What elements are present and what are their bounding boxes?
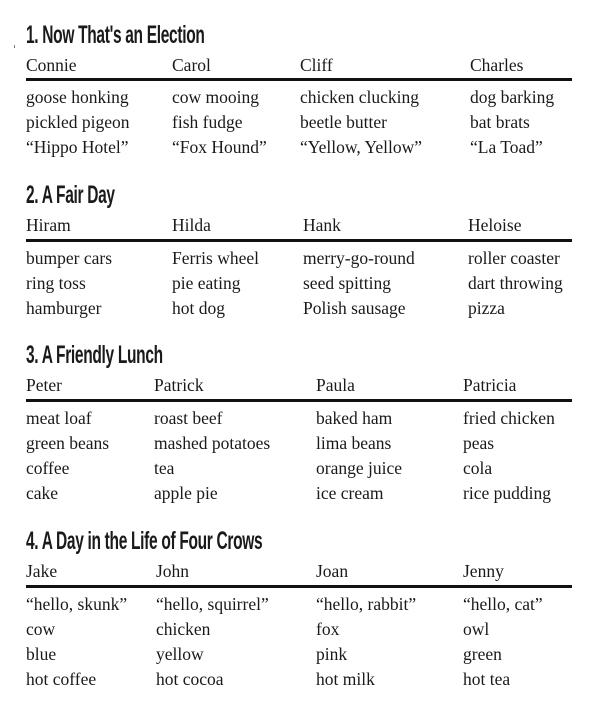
table-cell: hot dog bbox=[172, 298, 225, 318]
column-header: Jenny bbox=[463, 561, 504, 581]
table-cell: pickled pigeon bbox=[26, 112, 130, 132]
table-cell: green bbox=[463, 644, 502, 664]
header-rule bbox=[26, 399, 572, 402]
table-cell: chicken bbox=[156, 619, 211, 639]
table-cell: cow bbox=[26, 619, 56, 639]
table-cell: pie eating bbox=[172, 273, 241, 293]
table-cell: hot milk bbox=[316, 669, 375, 689]
section-title: 2. A Fair Day bbox=[26, 181, 115, 209]
margin-mark bbox=[14, 45, 15, 48]
table-cell: “hello, cat” bbox=[463, 594, 543, 614]
table-cell: hamburger bbox=[26, 298, 102, 318]
header-rule bbox=[26, 239, 572, 242]
column-header: Connie bbox=[26, 55, 77, 75]
table-cell: mashed potatoes bbox=[154, 433, 271, 453]
table-cell: fried chicken bbox=[463, 408, 555, 428]
table-cell: bumper cars bbox=[26, 248, 113, 268]
column-header: Carol bbox=[172, 55, 211, 75]
table-cell: “hello, rabbit” bbox=[316, 594, 417, 614]
table-cell: dart throwing bbox=[468, 273, 563, 293]
table-cell: hot tea bbox=[463, 669, 511, 689]
table-cell: Polish sausage bbox=[303, 298, 406, 318]
table-cell: ring toss bbox=[26, 273, 86, 293]
column-header: Cliff bbox=[300, 55, 333, 75]
table-cell: peas bbox=[463, 433, 495, 453]
column-header: Hilda bbox=[172, 215, 211, 235]
table-cell: tea bbox=[154, 458, 175, 478]
column-header: Joan bbox=[316, 561, 349, 581]
table-cell: Ferris wheel bbox=[172, 248, 259, 268]
table-cell: green beans bbox=[26, 433, 110, 453]
table-cell: owl bbox=[463, 619, 490, 639]
table-cell: “Fox Hound” bbox=[172, 137, 267, 157]
table-cell: baked ham bbox=[316, 408, 393, 428]
header-rule bbox=[26, 78, 572, 81]
column-header: John bbox=[156, 561, 190, 581]
table-cell: roller coaster bbox=[468, 248, 560, 268]
table-cell: coffee bbox=[26, 458, 70, 478]
table-cell: dog barking bbox=[470, 87, 555, 107]
column-header: Hiram bbox=[26, 215, 71, 235]
table-cell: bat brats bbox=[470, 112, 530, 132]
table-cell: orange juice bbox=[316, 458, 402, 478]
table-cell: seed spitting bbox=[303, 273, 391, 293]
table-cell: “Hippo Hotel” bbox=[26, 137, 129, 157]
table-cell: “La Toad” bbox=[470, 137, 543, 157]
table-cell: “Yellow, Yellow” bbox=[300, 137, 423, 157]
column-header: Hank bbox=[303, 215, 341, 235]
table-cell: pizza bbox=[468, 298, 505, 318]
table-cell: roast beef bbox=[154, 408, 223, 428]
column-header: Jake bbox=[26, 561, 58, 581]
table-cell: hot cocoa bbox=[156, 669, 224, 689]
table-cell: chicken clucking bbox=[300, 87, 420, 107]
column-header: Patricia bbox=[463, 375, 517, 395]
column-header: Patrick bbox=[154, 375, 204, 395]
table-cell: yellow bbox=[156, 644, 204, 664]
table-cell: merry-go-round bbox=[303, 248, 415, 268]
table-cell: apple pie bbox=[154, 483, 218, 503]
table-cell: fox bbox=[316, 619, 340, 639]
column-header: Peter bbox=[26, 375, 62, 395]
column-header: Charles bbox=[470, 55, 524, 75]
table-cell: blue bbox=[26, 644, 57, 664]
table-cell: pink bbox=[316, 644, 348, 664]
table-cell: hot coffee bbox=[26, 669, 97, 689]
table-cell: fish fudge bbox=[172, 112, 243, 132]
column-header: Paula bbox=[316, 375, 355, 395]
section-title: 3. A Friendly Lunch bbox=[26, 341, 163, 369]
section-title: 4. A Day in the Life of Four Crows bbox=[26, 527, 263, 555]
table-cell: ice cream bbox=[316, 483, 384, 503]
table-cell: meat loaf bbox=[26, 408, 92, 428]
table-cell: cola bbox=[463, 458, 493, 478]
header-rule bbox=[26, 585, 572, 588]
table-cell: “hello, squirrel” bbox=[156, 594, 269, 614]
table-cell: lima beans bbox=[316, 433, 392, 453]
table-cell: beetle butter bbox=[300, 112, 387, 132]
table-cell: cow mooing bbox=[172, 87, 260, 107]
table-cell: cake bbox=[26, 483, 59, 503]
table-cell: “hello, skunk” bbox=[26, 594, 128, 614]
column-header: Heloise bbox=[468, 215, 522, 235]
section-title: 1. Now That's an Election bbox=[26, 21, 205, 49]
table-cell: goose honking bbox=[26, 87, 129, 107]
table-cell: rice pudding bbox=[463, 483, 551, 503]
